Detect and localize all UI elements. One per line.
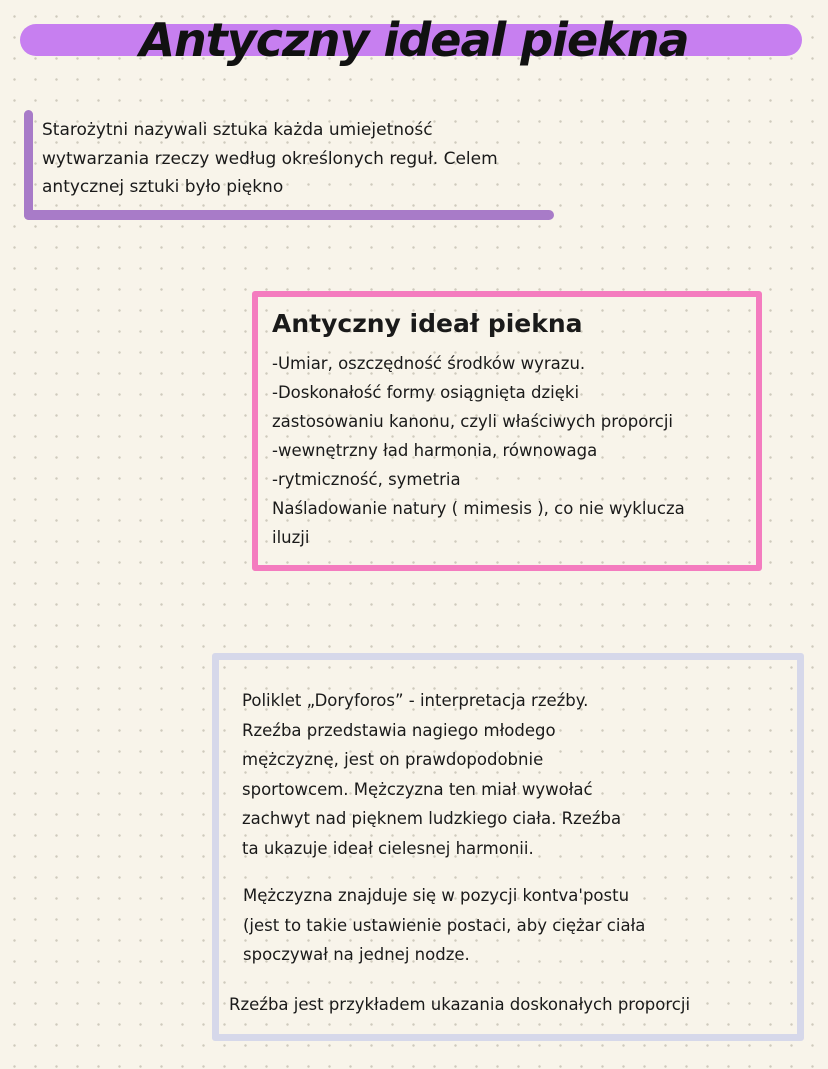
text-line: ta ukazuje ideał cielesnej harmonii. <box>242 838 534 858</box>
intro-accent-underline <box>24 210 554 220</box>
doryforos-paragraph-1 <box>242 686 702 863</box>
text-line: Rzeźba przedstawia nagiego młodego <box>242 720 556 740</box>
ideal-list <box>272 349 750 552</box>
list-item: -wewnętrzny ład harmonia, równowaga <box>272 441 598 460</box>
list-item: zastosowaniu kanonu, czyli właściwych proporcji <box>272 412 674 431</box>
text-line: (jest to takie ustawienie postaci, aby ciężar ciała <box>243 915 646 935</box>
intro-accent-vertical <box>24 110 33 220</box>
ideal-box-title: Antyczny ideał piekna <box>272 309 583 338</box>
page-title: Antyczny ideal piekna <box>139 13 689 67</box>
ideal-box <box>252 291 762 571</box>
list-item: -Umiar, oszczędność środków wyrazu. <box>272 354 586 373</box>
text-line: zachwyt nad pięknem ludzkiego ciała. Rzeźba <box>242 809 622 828</box>
doryforos-box <box>212 653 804 1041</box>
intro-line: wytwarzania rzeczy według określonych reguł. Celem <box>42 148 498 169</box>
intro-line: Starożytni nazywali sztuka każda umiejetność <box>42 120 433 140</box>
list-item: -rytmiczność, symetria <box>272 470 461 489</box>
intro-note <box>24 110 552 220</box>
intro-line: antycznej sztuki było piękno <box>42 177 284 197</box>
list-item: -Doskonałość formy osiągnięta dzięki <box>272 383 580 402</box>
text-line: Mężczyzna znajduje się w pozycji kontva'postu <box>243 886 630 905</box>
list-item: Naśladowanie natury ( mimesis ), co nie wyklucza <box>272 499 685 518</box>
doryforos-paragraph-3: Rzeźba jest przykładem ukazania doskonałych proporcji <box>229 995 691 1014</box>
text-line: mężczyznę, jest on prawdopodobnie <box>242 750 544 769</box>
list-item: iluzji <box>272 528 310 547</box>
text-line: sportowcem. Mężczyzna ten miał wywołać <box>242 779 593 799</box>
doryforos-paragraph-2 <box>243 881 723 970</box>
text-line: Poliklet „Doryforos” - interpretacja rzeźby. <box>242 691 589 710</box>
text-line: spoczywał na jednej nodze. <box>243 945 470 964</box>
intro-text <box>42 116 542 202</box>
